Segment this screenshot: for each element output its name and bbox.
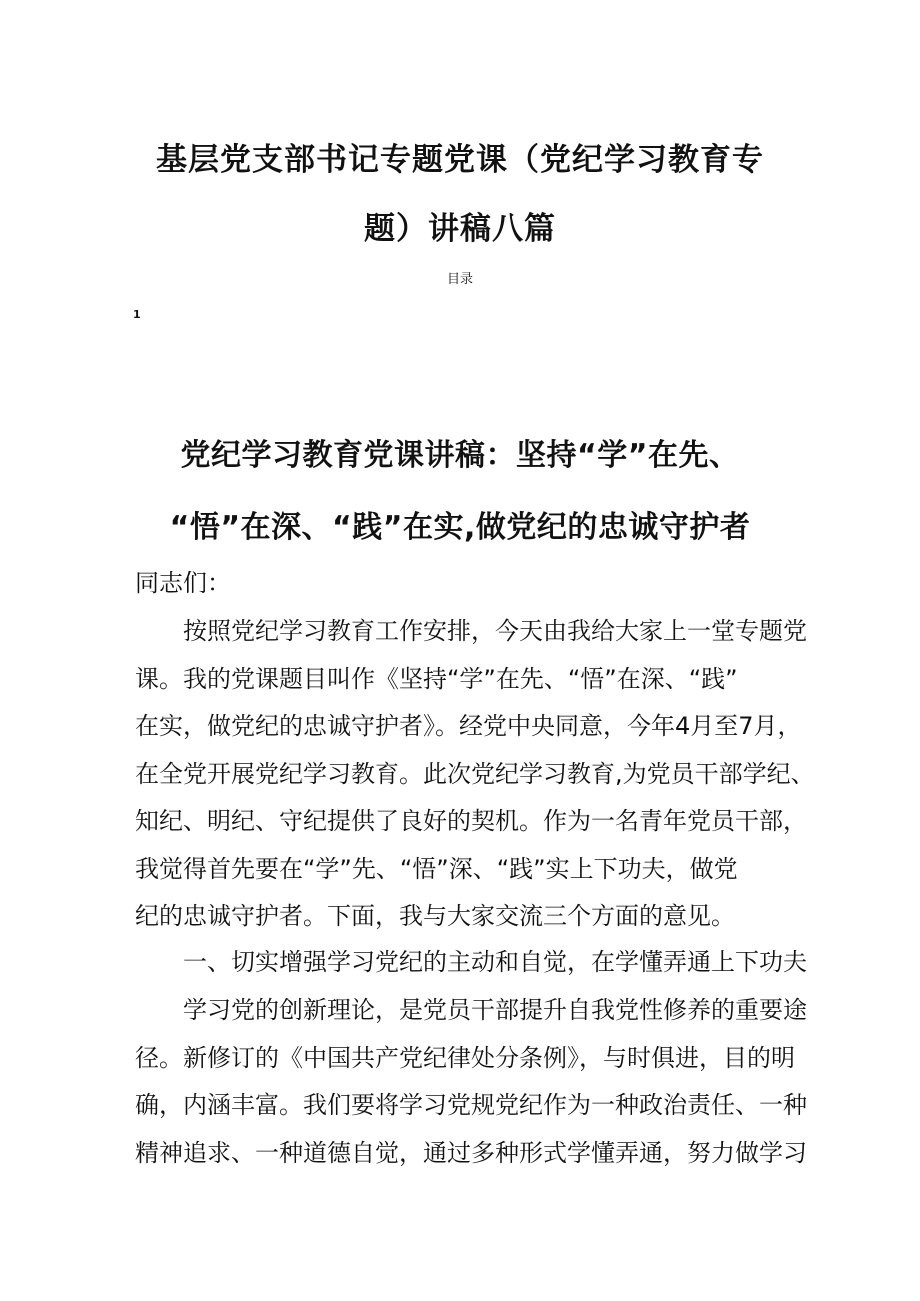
toc-item[interactable]: 1 <box>133 308 141 321</box>
paragraph-line: 按照党纪学习教育工作安排，今天由我给大家上一堂专题党 <box>183 617 807 645</box>
paragraph-line: 我觉得首先要在“学”先、“悟”深、“践”实上下功夫，做党 <box>135 854 738 883</box>
table-of-contents-label: 目录 <box>446 272 473 287</box>
section-heading-1: 一、切实增强学习党纪的主动和自觉，在学懂弄通上下功夫 <box>183 948 807 976</box>
paragraph-1 <box>135 608 815 941</box>
document-title-line-1: 基层党支部书记专题党课（党纪学习教育专 <box>156 142 764 178</box>
paragraph-line: 精神追求、一种道德自觉，通过多种形式学懂弄通，努力做学习 <box>135 1138 807 1167</box>
paragraph-line: 在实，做党纪的忠诚守护者》。经党中央同意，今年4月至7月， <box>135 712 802 740</box>
section-title-line-2: “悟”在深、“践”在实,做党纪的忠诚守护者 <box>169 510 751 545</box>
document-title-line-2: 题）讲稿八篇 <box>364 211 556 247</box>
paragraph-line: 学习党的创新理论，是党员干部提升自我党性修养的重要途 <box>183 996 807 1024</box>
paragraph-line: 径。新修订的《中国共产党纪律处分条例》，与时俱进，目的明 <box>135 1043 795 1072</box>
section-title-line-1: 党纪学习教育党课讲稿：坚持“学”在先、 <box>180 438 740 473</box>
greeting: 同志们： <box>135 569 231 597</box>
paragraph-line: 知纪、明纪、守纪提供了良好的契机。作为一名青年党员干部， <box>135 807 807 835</box>
paragraph-line: 确，内涵丰富。我们要将学习党规党纪作为一种政治责任、一种 <box>135 1091 807 1119</box>
paragraph-line: 纪的忠诚守护者。下面，我与大家交流三个方面的意见。 <box>135 902 735 930</box>
paragraph-line: 在全党开展党纪学习教育。此次党纪学习教育,为党员干部学纪、 <box>135 759 815 788</box>
paragraph-line: 课。我的党课题目叫作《坚持“学”在先、“悟”在深、“践” <box>135 664 738 693</box>
paragraph-2 <box>135 987 807 1177</box>
